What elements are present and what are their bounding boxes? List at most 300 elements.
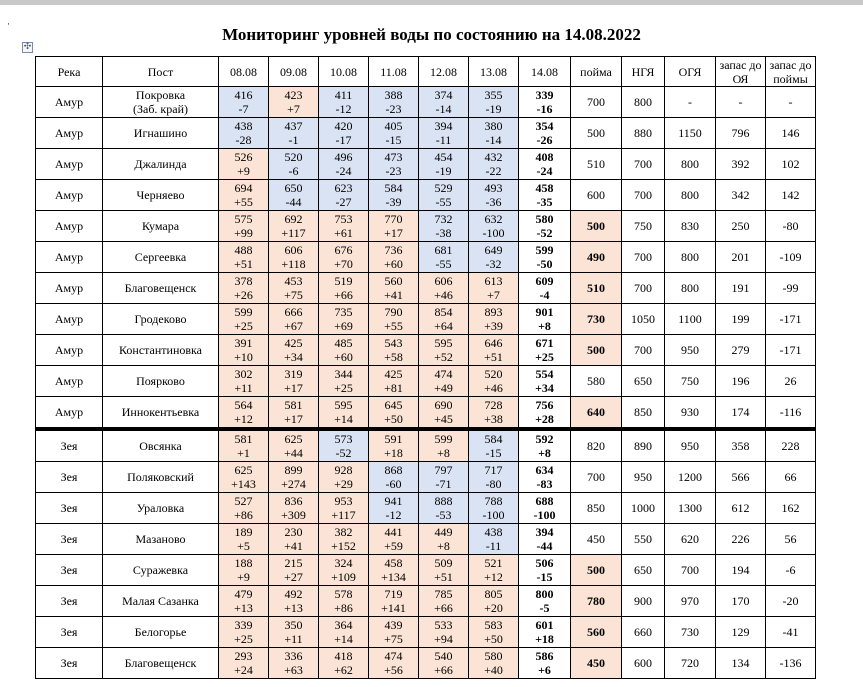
ogya-cell: 750 [665,366,716,397]
level-cell [269,211,319,242]
level-cell-today [519,397,571,430]
level-value: 554 [535,367,554,381]
level-cell [419,118,469,149]
level-cell [369,242,419,273]
level-value: 520 [484,367,503,381]
level-change: -7 [238,102,249,116]
level-cell-today [519,242,571,273]
level-value: 797 [434,463,453,477]
level-change: +51 [434,570,453,584]
level-value: 580 [484,649,503,663]
level-change: +99 [234,226,253,240]
level-value: 339 [535,88,554,102]
margin-floodplain-cell: 66 [766,462,816,493]
level-change: +40 [484,663,503,677]
river-cell: Зея [36,648,103,679]
level-cell [219,429,269,462]
level-change: +46 [484,381,503,395]
level-value: 473 [384,150,403,164]
level-value: 230 [284,525,303,539]
table-row [36,242,816,273]
level-change: +17 [284,381,303,395]
level-change: -5 [539,601,550,615]
table-row [36,87,816,118]
level-cell [319,617,369,648]
level-value: 756 [535,398,554,412]
level-cell [319,429,369,462]
level-change: +1 [237,446,250,460]
level-change: +41 [284,539,303,553]
ngya-cell: 900 [622,586,665,617]
level-cell [269,273,319,304]
level-value: 540 [434,649,453,663]
level-cell [219,524,269,555]
level-value: 625 [234,463,253,477]
margin-oya-cell: 194 [716,555,766,586]
level-value: 564 [234,398,253,412]
water-levels-table [35,56,816,679]
level-value: 355 [484,88,503,102]
level-value: 520 [284,150,303,164]
level-cell-today [519,586,571,617]
level-cell [419,617,469,648]
level-change: -39 [385,195,402,209]
level-cell [369,87,419,118]
level-cell [269,429,319,462]
level-cell [269,149,319,180]
floodplain-cell: 500 [571,118,622,149]
margin-floodplain-cell: 102 [766,149,816,180]
level-change: +118 [281,257,306,271]
post-cell: Покровка (Заб. край) [103,87,219,118]
level-cell-today [519,180,571,211]
level-value: 405 [384,119,403,133]
level-value: 893 [484,305,503,319]
level-value: 496 [334,150,353,164]
level-value: 302 [234,367,253,381]
level-change: +13 [234,601,253,615]
level-change: +7 [487,288,500,302]
floodplain-cell: 780 [571,586,622,617]
margin-floodplain-cell: -171 [766,335,816,366]
level-change: -16 [536,102,553,116]
level-cell [469,555,519,586]
level-value: 735 [334,305,353,319]
level-value: 438 [484,525,503,539]
window-top-bar [0,0,863,5]
level-change: +143 [231,477,256,491]
level-value: 719 [384,587,403,601]
level-change: -23 [385,164,402,178]
level-change: +25 [234,632,253,646]
level-value: 391 [234,336,253,350]
margin-floodplain-cell: 56 [766,524,816,555]
level-value: 770 [384,212,403,226]
ogya-cell: 800 [665,180,716,211]
level-cell [219,149,269,180]
floodplain-cell: 500 [571,211,622,242]
table-row [36,366,816,397]
level-value: 394 [434,119,453,133]
level-cell [469,87,519,118]
level-cell-today [519,462,571,493]
level-change: +64 [434,319,453,333]
level-value: 692 [284,212,303,226]
level-value: 578 [334,587,353,601]
ngya-cell: 650 [622,555,665,586]
level-change: -12 [385,508,402,522]
level-cell [419,493,469,524]
level-cell [219,493,269,524]
level-value: 788 [484,494,503,508]
river-cell: Амур [36,180,103,211]
level-change: +58 [384,350,403,364]
level-value: 432 [484,150,503,164]
ogya-cell: 620 [665,524,716,555]
header-date: 12.08 [419,57,469,87]
level-cell-today [519,149,571,180]
level-value: 374 [434,88,453,102]
ngya-cell: 660 [622,617,665,648]
floodplain-cell: 510 [571,273,622,304]
level-change: +12 [484,570,503,584]
header-date: 10.08 [319,57,369,87]
river-cell: Амур [36,397,103,430]
level-change: -15 [385,133,402,147]
level-value: 526 [234,150,253,164]
level-change: +11 [284,632,303,646]
level-cell [419,366,469,397]
level-value: 474 [434,367,453,381]
level-change: +60 [334,350,353,364]
ogya-cell: 830 [665,211,716,242]
level-cell [269,462,319,493]
river-cell: Зея [36,586,103,617]
floodplain-cell: 490 [571,242,622,273]
level-value: 453 [284,274,303,288]
level-cell [219,180,269,211]
level-value: 439 [384,618,403,632]
header-date: 09.08 [269,57,319,87]
level-cell [419,273,469,304]
level-change: +18 [384,446,403,460]
level-change: +117 [331,508,356,522]
level-cell [219,118,269,149]
level-change: +8 [538,446,551,460]
level-value: 599 [234,305,253,319]
level-change: -55 [435,195,452,209]
level-value: 609 [535,274,554,288]
level-change: +25 [535,350,554,364]
level-cell [419,524,469,555]
level-value: 632 [484,212,503,226]
margin-oya-cell: 191 [716,273,766,304]
level-value: 293 [234,649,253,663]
level-cell [319,149,369,180]
ogya-cell: 1100 [665,304,716,335]
header-date: 08.08 [219,57,269,87]
level-value: 646 [484,336,503,350]
level-change: +9 [237,164,250,178]
river-cell: Амур [36,273,103,304]
level-cell [319,273,369,304]
table-row [36,617,816,648]
level-cell [419,648,469,679]
table-row [36,429,816,462]
table-row [36,118,816,149]
margin-oya-cell: 174 [716,397,766,430]
level-cell [269,335,319,366]
ogya-cell: 950 [665,335,716,366]
level-change: -23 [385,102,402,116]
level-value: 634 [535,463,554,477]
level-change: +34 [535,381,554,395]
margin-oya-cell: 129 [716,617,766,648]
level-change: -55 [435,257,452,271]
level-cell [369,617,419,648]
level-change: -52 [536,226,553,240]
level-value: 599 [535,243,554,257]
level-cell [269,586,319,617]
floodplain-cell: 640 [571,397,622,430]
level-value: 592 [535,432,554,446]
level-cell [319,304,369,335]
level-value: 581 [234,432,253,446]
floodplain-cell: 560 [571,617,622,648]
level-value: 354 [535,119,554,133]
level-cell-today [519,493,571,524]
level-change: +66 [334,288,353,302]
level-cell [319,87,369,118]
level-cell [369,648,419,679]
level-change: +25 [234,319,253,333]
level-cell [269,555,319,586]
level-value: 488 [234,243,253,257]
level-change: +10 [234,350,253,364]
header-ngya: НГЯ [622,57,665,87]
post-cell: Ураловка [103,493,219,524]
level-cell [469,462,519,493]
ngya-cell: 800 [622,87,665,118]
floodplain-cell: 600 [571,180,622,211]
header-date: 13.08 [469,57,519,87]
margin-floodplain-cell: 228 [766,429,816,462]
post-cell: Иннокентьевка [103,397,219,430]
margin-floodplain-cell: -6 [766,555,816,586]
level-cell [419,304,469,335]
ogya-cell: 970 [665,586,716,617]
level-cell-today [519,304,571,335]
level-change: +45 [434,412,453,426]
level-change: +141 [381,601,406,615]
level-cell [319,493,369,524]
level-change: +70 [334,257,353,271]
level-change: +66 [434,663,453,677]
margin-oya-cell: 226 [716,524,766,555]
level-cell [319,242,369,273]
ogya-cell: 950 [665,429,716,462]
level-value: 688 [535,494,554,508]
level-cell [219,462,269,493]
level-value: 941 [384,494,403,508]
level-change: -24 [536,164,553,178]
level-cell [269,617,319,648]
table-row [36,149,816,180]
level-change: -100 [482,226,505,240]
level-value: 394 [535,525,554,539]
river-cell: Амур [36,211,103,242]
level-change: -11 [435,133,452,147]
level-change: +8 [437,446,450,460]
level-value: 388 [384,88,403,102]
table-row [36,462,816,493]
level-cell [469,429,519,462]
level-cell [219,366,269,397]
level-value: 728 [484,398,503,412]
floodplain-cell: 450 [571,524,622,555]
floodplain-cell: 730 [571,304,622,335]
level-cell [219,555,269,586]
level-change: +94 [434,632,453,646]
ogya-cell: 1200 [665,462,716,493]
header-river: Река [36,57,103,87]
level-cell [319,648,369,679]
level-value: 425 [284,336,303,350]
level-value: 458 [535,181,554,195]
level-cell [219,87,269,118]
level-change: +8 [538,319,551,333]
level-value: 580 [535,212,554,226]
margin-oya-cell: 250 [716,211,766,242]
table-row [36,211,816,242]
table-row [36,586,816,617]
level-cell [319,180,369,211]
level-cell [469,493,519,524]
level-change: +60 [384,257,403,271]
level-value: 521 [484,556,503,570]
level-value: 519 [334,274,353,288]
level-cell-today [519,118,571,149]
post-cell: Поляковский [103,462,219,493]
level-cell [469,273,519,304]
level-cell [219,211,269,242]
level-cell [269,366,319,397]
ogya-cell: 800 [665,242,716,273]
level-change: +75 [284,288,303,302]
margin-floodplain-cell: 146 [766,118,816,149]
level-value: 625 [284,432,303,446]
level-change: +59 [384,539,403,553]
level-change: +109 [331,570,356,584]
table-row [36,493,816,524]
table-row [36,555,816,586]
level-value: 380 [484,119,503,133]
level-change: -26 [536,133,553,147]
level-change: +51 [484,350,503,364]
level-value: 753 [334,212,353,226]
header-date-today: 14.08 [519,57,571,87]
level-cell [469,211,519,242]
level-value: 493 [484,181,503,195]
level-change: -50 [536,257,553,271]
river-cell: Амур [36,87,103,118]
level-change: +28 [535,412,554,426]
level-value: 584 [384,181,403,195]
post-cell: Малая Сазанка [103,586,219,617]
level-change: +34 [284,350,303,364]
margin-oya-cell: 358 [716,429,766,462]
header-row [36,57,816,87]
ngya-cell: 1050 [622,304,665,335]
level-cell [319,211,369,242]
margin-oya-cell: 134 [716,648,766,679]
level-change: -11 [485,539,502,553]
level-change: +117 [281,226,306,240]
level-change: -19 [435,164,452,178]
level-value: 449 [434,525,453,539]
margin-floodplain-cell: -20 [766,586,816,617]
level-change: -6 [288,164,299,178]
level-change: -24 [335,164,352,178]
level-cell [219,335,269,366]
post-cell: Овсянка [103,429,219,462]
river-cell: Амур [36,118,103,149]
level-value: 595 [334,398,353,412]
level-cell [219,586,269,617]
level-change: +5 [237,539,250,553]
floodplain-cell: 450 [571,648,622,679]
level-change: -15 [485,446,502,460]
level-cell [269,524,319,555]
level-value: 420 [334,119,353,133]
level-value: 584 [484,432,503,446]
level-cell-today [519,524,571,555]
level-value: 928 [334,463,353,477]
ogya-cell: - [665,87,716,118]
level-change: -83 [536,477,553,491]
level-cell [219,617,269,648]
table-move-handle-icon[interactable]: ✣ [23,42,32,52]
level-cell-today [519,429,571,462]
margin-floodplain-cell: -136 [766,648,816,679]
level-change: -17 [335,133,352,147]
table-row [36,397,816,430]
level-value: 736 [384,243,403,257]
level-value: 492 [284,587,303,601]
level-change: -4 [539,288,550,302]
level-cell [419,586,469,617]
level-change: +49 [434,381,453,395]
level-change: +50 [484,632,503,646]
level-change: +41 [384,288,403,302]
ogya-cell: 800 [665,273,716,304]
post-cell: Белогорье [103,617,219,648]
ngya-cell: 700 [622,180,665,211]
table-row [36,273,816,304]
level-value: 690 [434,398,453,412]
level-change: +62 [334,663,353,677]
level-value: 581 [284,398,303,412]
floodplain-cell: 820 [571,429,622,462]
margin-oya-cell: 612 [716,493,766,524]
level-cell [269,397,319,430]
level-cell [469,617,519,648]
level-value: 645 [384,398,403,412]
floodplain-cell: 850 [571,493,622,524]
ngya-cell: 750 [622,211,665,242]
level-cell [269,180,319,211]
level-value: 854 [434,305,453,319]
